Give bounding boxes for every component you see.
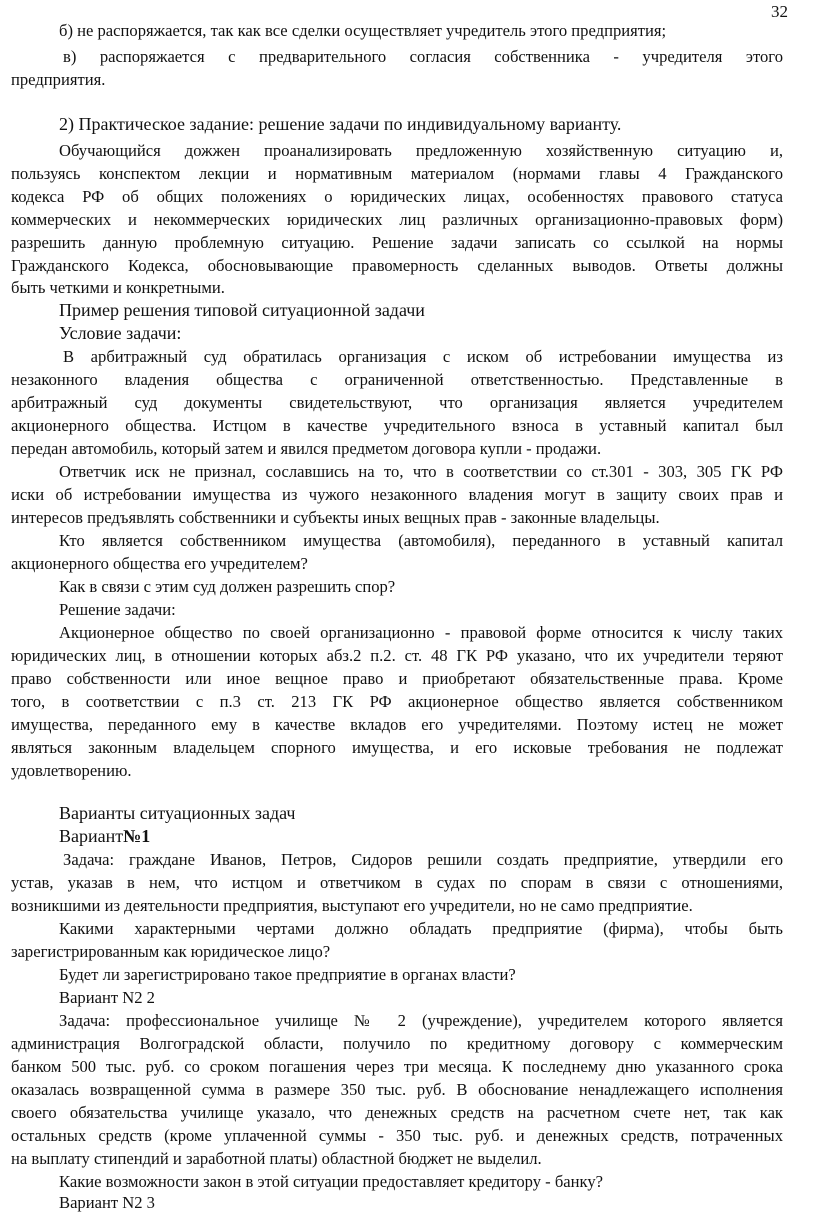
text-line: Будет ли зарегистрировано такое предприятие в органах власти? <box>59 965 516 984</box>
text-line: Акционерное общество по своей организационно - правовой форме относится к числу таких <box>59 623 783 642</box>
variant-1-heading <box>11 825 783 847</box>
text-line: Кто является собственником имущества (автомобиля), переданного в уставный капитал <box>59 531 783 550</box>
text-line: В арбитражный суд обратилась организация с иском об истребовании имущества из <box>63 347 783 366</box>
text-line: 2) Практическое задание: решение задачи по индивидуальному варианту. <box>59 114 622 134</box>
text-line: Варианты ситуационных задач <box>59 803 296 823</box>
text-line: право собственности или иное вещное право и приобретают обязательственные права. Кроме <box>11 669 783 688</box>
page-number: 32 <box>771 2 788 21</box>
text-line: иски об истребовании имущества из чужого незаконного владения могут в защиту своих прав и <box>11 485 783 504</box>
variant-number: №1 <box>123 826 151 846</box>
text-line: коммерческих и некоммерческих юридических лиц различных организационно-правовых форм) <box>11 210 783 229</box>
text-line: Гражданского Кодекса, обосновывающие правомерность сделанных выводов. Ответы должны <box>11 256 783 275</box>
text-line: арбитражный суд документы свидетельствуют, что организация является учредителем <box>11 393 783 412</box>
text-line: предприятия. <box>11 70 106 89</box>
text-line: Задача: граждане Иванов, Петров, Сидоров решили создать предприятие, утвердили его <box>63 850 783 869</box>
text-line: акционерного общества его учредителем? <box>11 554 308 573</box>
text-line: Как в связи с этим суд должен разрешить спор? <box>59 577 396 596</box>
text-line: Решение задачи: <box>59 600 176 619</box>
text-line: пользуясь конспектом лекции и нормативным материалом (нормами главы 4 Гражданского <box>11 164 783 183</box>
text-line: являться законным владельцем спорного имущества, и его исковые требования не подлежат <box>11 738 783 757</box>
text-line: Вариант N2 2 <box>59 988 155 1007</box>
text-line: остальных средств (кроме уплаченной суммы - 350 тыс. руб. и денежных средств, потраченных <box>11 1126 783 1145</box>
text-line: кодекса РФ об общих положениях о юридических лицах, особенностях правового статуса <box>11 187 783 206</box>
text-line: своего обязательства училище указало, что денежных средств на расчетном счете нет, так как <box>11 1103 783 1122</box>
text-line: передан автомобиль, который затем и явился предметом договора купли - продажи. <box>11 439 602 458</box>
text-line: Ответчик иск не признал, сославшись на то, что в соответствии со ст.301 - 303, 305 ГК РФ <box>59 462 783 481</box>
text-line: Пример решения типовой ситуационной задачи <box>59 300 425 320</box>
text-line: устав, указав в нем, что истцом и ответчиком в судах по спорам в связи с отношениями, <box>11 873 783 892</box>
text-line: удовлетворению. <box>11 761 132 780</box>
text-line: интересов предъявлять собственники и субъекты иных вещных прав - законные владельцы. <box>11 508 660 527</box>
text-line: незаконного владения общества с ограниченной ответственностью. Представленные в <box>11 370 783 389</box>
variant-3-heading: Вариант N2 3 <box>59 1193 155 1212</box>
text-line: на выплату стипендий и заработной платы) областной бюджет не выделил. <box>11 1149 542 1168</box>
text-line: разрешить данную проблемную ситуацию. Решение задачи записать со ссылкой на нормы <box>11 233 783 252</box>
text-line: Задача: профессиональное училище № 2 (учреждение), учредителем которого является <box>59 1011 783 1030</box>
text-line: Какими характерными чертами должно обладать предприятие (фирма), чтобы быть <box>59 919 783 938</box>
text-line: Условие задачи: <box>59 323 182 343</box>
text-line: возникшими из деятельности предприятия, выступают его учредители, но не само предприятие. <box>11 896 693 915</box>
text-line: имущества, переданного ему в качестве вкладов его учредителями. Поэтому истец не может <box>11 715 783 734</box>
text-line: банком 500 тыс. руб. со сроком погашения через три месяца. К последнему дню указанного срока <box>11 1057 783 1076</box>
text-line: администрация Волгоградской области, получило по кредитному договору с коммерческим <box>11 1034 783 1053</box>
text-line: б) не распоряжается, так как все сделки осуществляет учредитель этого предприятия; <box>59 21 667 40</box>
text-line: в) распоряжается с предварительного согласия собственника - учредителя этого <box>63 47 783 66</box>
variant-label: Вариант <box>59 826 124 846</box>
text-line: акционерного общества. Истцом в качестве учредительного взноса в уставный капитал был <box>11 416 783 435</box>
text-line: Какие возможности закон в этой ситуации предоставляет кредитору - банку? <box>59 1172 604 1191</box>
text-line: Обучающийся дожжен проанализировать предложенную хозяйственную ситуацию и, <box>59 141 783 160</box>
text-line: зарегистрированным как юридическое лицо? <box>11 942 331 961</box>
text-line: оказалась возвращенной сумма в размере 350 тыс. руб. В обоснование ненадлежащего исполнения <box>11 1080 783 1099</box>
text-line: быть четкими и конкретными. <box>11 278 225 297</box>
text-line: юридических лиц, в отношении которых абз.2 п.2. ст. 48 ГК РФ указано, что их учредители теряют <box>11 646 783 665</box>
text-line: того, в соответствии с п.3 ст. 213 ГК РФ акционерное общество является собственником <box>11 692 783 711</box>
